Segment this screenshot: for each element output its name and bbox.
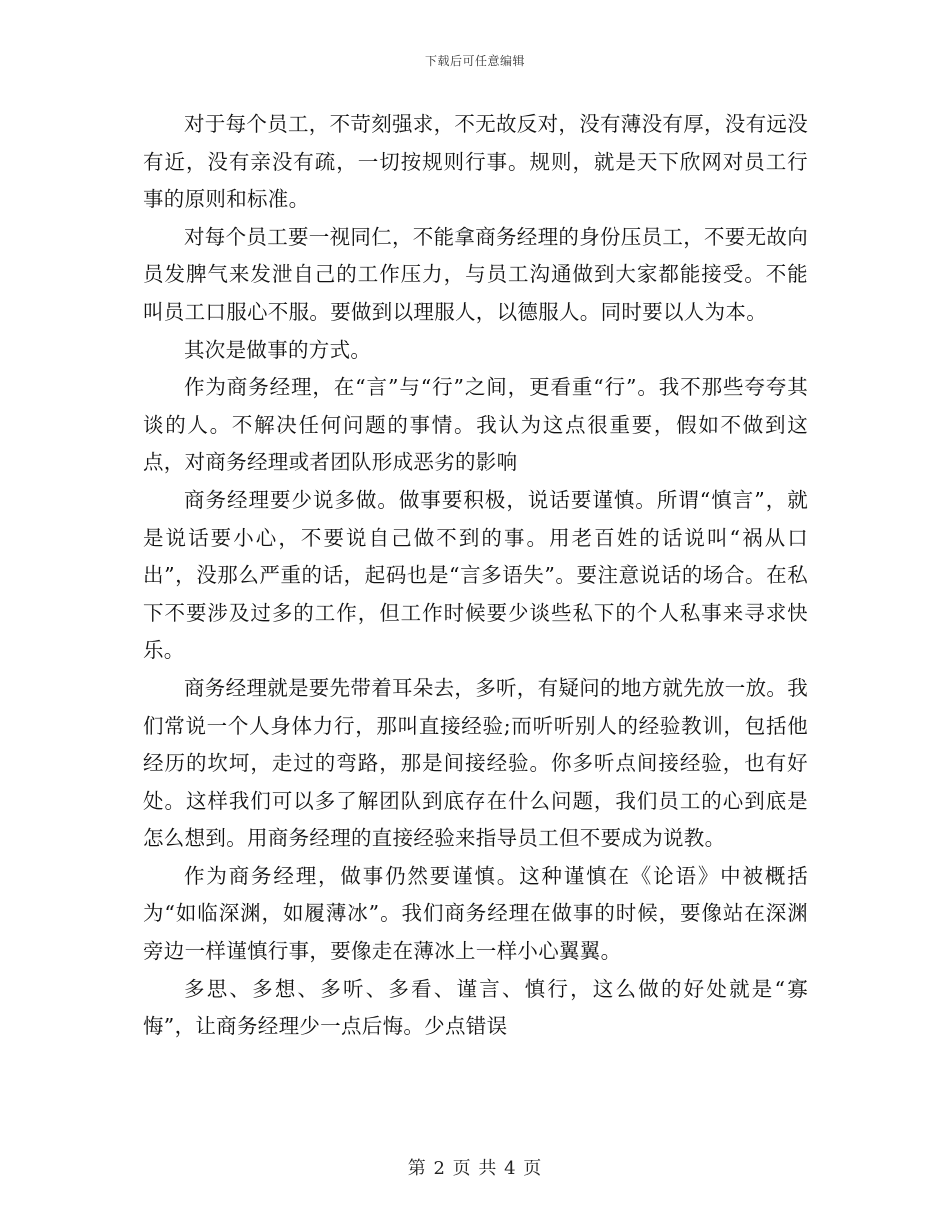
paragraph-4: 作为商务经理，在“言”与“行”之间，更看重“行”。我不那些夸夸其谈的人。不解决任何问题的事情。我认为这点很重要，假如不做到这点，对商务经理或者团队形成恶劣的影响 xyxy=(143,375,808,475)
document-body xyxy=(143,106,808,1046)
paragraph-7: 作为商务经理，做事仍然要谨慎。这种谨慎在《论语》中被概括为“如临深渊，如履薄冰”。我们商务经理在做事的时候，要像站在深渊旁边一样谨慎行事，要像走在薄冰上一样小心翼翼。 xyxy=(143,863,808,964)
page-label-mid: 页 共 xyxy=(452,1158,498,1179)
page-label-suffix: 页 xyxy=(523,1158,543,1179)
paragraph-5: 商务经理要少说多做。做事要积极，说话要谨慎。所谓“慎言”，就是说话要小心，不要说自己做不到的事。用老百姓的话说叫“祸从口出”，没那么严重的话，起码也是“言多语失”。要注意说话的场合。在私下不要涉及过多的工作，但工作时候要少谈些私下的个人私事来寻求快乐。 xyxy=(143,487,808,663)
page-label-prefix: 第 xyxy=(407,1158,427,1179)
page-current: 2 xyxy=(433,1158,446,1179)
paragraph-3: 其次是做事的方式。 xyxy=(184,337,372,362)
paragraph-8: 多思、多想、多听、多看、谨言、慎行，这么做的好处就是“寡悔”，让商务经理少一点后悔。少点错误 xyxy=(143,976,808,1039)
page-total: 4 xyxy=(504,1158,517,1179)
paragraph-1: 对于每个员工，不苛刻强求，不无故反对，没有薄没有厚，没有远没有近，没有亲没有疏，一切按规则行事。规则，就是天下欣网对员工行事的原则和标准。 xyxy=(143,112,808,212)
page-footer xyxy=(0,1154,950,1180)
page-header: 下载后可任意编辑 xyxy=(424,54,525,68)
paragraph-6: 商务经理就是要先带着耳朵去，多听，有疑问的地方就先放一放。我们常说一个人身体力行，那叫直接经验;而听听别人的经验教训，包括他经历的坎坷，走过的弯路，那是间接经验。你多听点间接经验，也有好处。这样我们可以多了解团队到底存在什么问题，我们员工的心到底是怎么想到。用商务经理的直接经验来指导员工但不要成为说教。 xyxy=(143,675,808,851)
paragraph-2: 对每个员工要一视同仁，不能拿商务经理的身份压员工，不要无故向员发脾气来发泄自己的工作压力，与员工沟通做到大家都能接受。不能叫员工口服心不服。要做到以理服人，以德服人。同时要以人为本。 xyxy=(143,224,808,324)
